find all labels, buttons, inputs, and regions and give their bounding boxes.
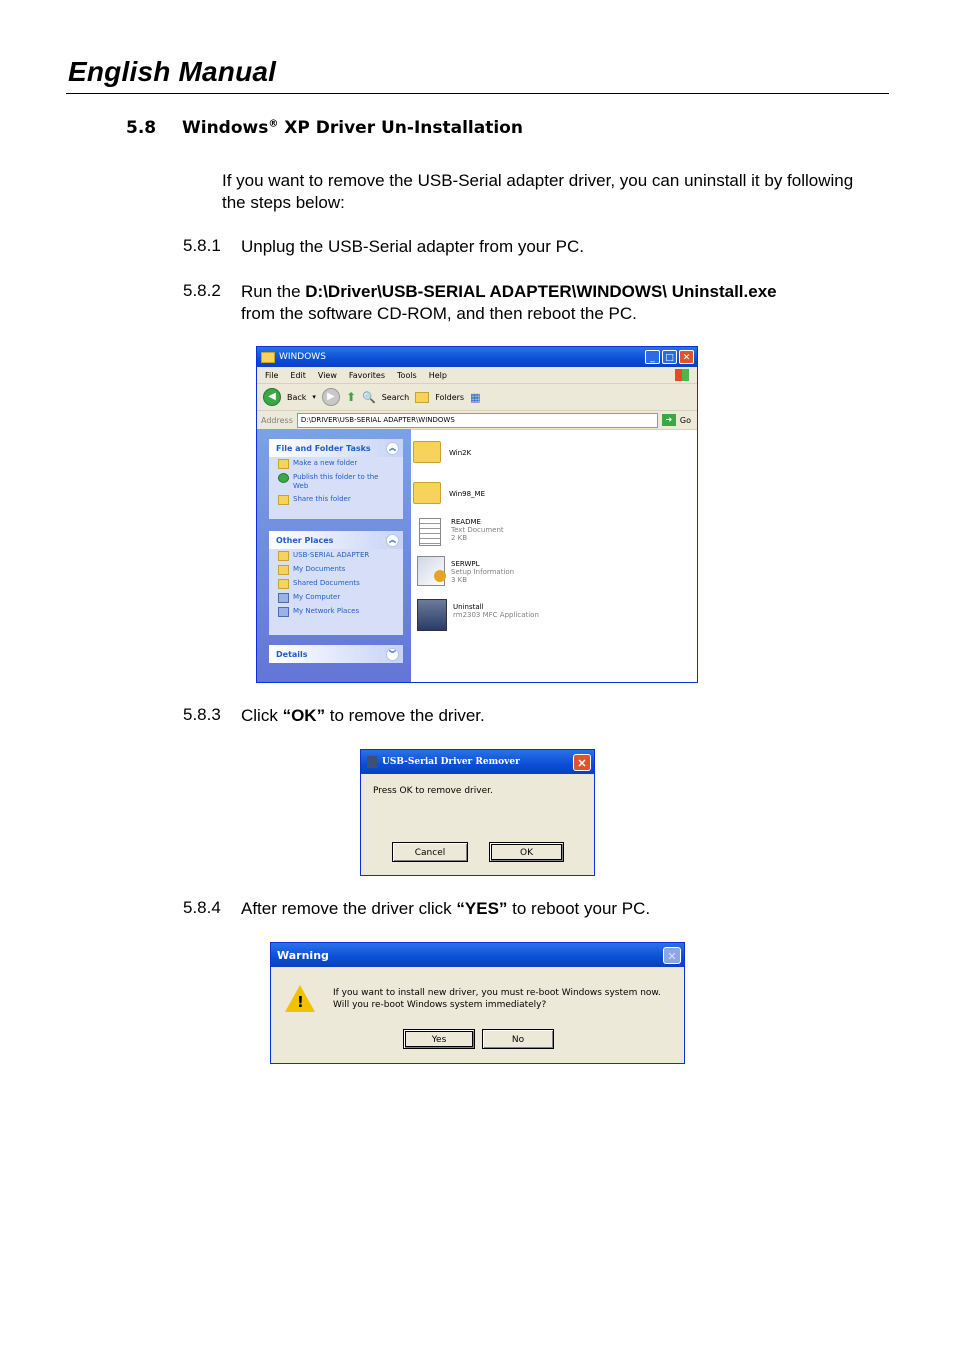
globe-icon: [278, 473, 289, 483]
step-text-bold: “YES”: [456, 899, 508, 918]
address-input[interactable]: [297, 413, 658, 428]
address-bar: [257, 411, 697, 430]
other-places-header[interactable]: [269, 531, 403, 549]
share-folder-icon: [278, 495, 289, 505]
file-folder-tasks-title: File and Folder Tasks: [276, 443, 371, 453]
file-item[interactable]: [419, 518, 504, 546]
file-name: SERWPL: [451, 560, 480, 568]
menu-help[interactable]: Help: [428, 370, 447, 380]
details-box: [269, 645, 403, 663]
folders-button[interactable]: Folders: [435, 392, 465, 402]
file-item[interactable]: [413, 441, 471, 463]
step-text-post: to reboot your PC.: [507, 899, 651, 918]
menu-file[interactable]: File: [265, 370, 279, 380]
file-name: Uninstall: [453, 603, 484, 611]
folder-icon: [278, 551, 289, 561]
folder-icon: [413, 441, 441, 463]
step-text-pre: After remove the driver click: [241, 899, 457, 918]
address-value: D:\DRIVER\USB-SERIAL ADAPTER\WINDOWS: [300, 416, 455, 424]
explorer-title: WINDOWS: [279, 352, 326, 362]
registered-mark: ®: [268, 118, 279, 130]
setup-info-icon: [417, 556, 445, 586]
page-header-title: English Manual: [68, 56, 277, 87]
task-label: Share this folder: [293, 495, 351, 503]
details-title: Details: [276, 649, 308, 659]
section-number: 5.8: [126, 118, 157, 138]
dialog-title: Warning: [277, 948, 329, 962]
place-item[interactable]: [269, 605, 403, 619]
shared-documents-icon: [278, 579, 289, 589]
step-number: 5.8.4: [183, 898, 221, 917]
file-size: 3 KB: [451, 576, 468, 584]
place-label: My Documents: [293, 565, 346, 573]
file-item[interactable]: [417, 599, 539, 631]
file-name: README: [451, 518, 481, 526]
section-heading: [126, 118, 523, 138]
place-label: Shared Documents: [293, 579, 360, 587]
driver-remover-dialog: [360, 749, 595, 876]
file-item[interactable]: [417, 556, 514, 586]
step-text-post: to remove the driver.: [325, 706, 485, 725]
application-icon: [417, 599, 447, 631]
dialog-titlebar: [361, 750, 594, 774]
close-button[interactable]: ✕: [663, 947, 681, 964]
step-number: 5.8.1: [183, 236, 221, 255]
place-label: My Network Places: [293, 607, 360, 615]
text-document-icon: [419, 518, 441, 546]
other-places-box: [269, 531, 403, 635]
up-folder-icon[interactable]: ⬆: [345, 390, 356, 404]
warning-dialog: [270, 942, 685, 1064]
dialog-message: Press OK to remove driver.: [373, 786, 493, 796]
yes-button[interactable]: Yes: [403, 1029, 475, 1049]
step-text: [241, 898, 650, 920]
step-text-pre: Run the: [241, 282, 306, 301]
task-item[interactable]: [269, 457, 403, 471]
search-button[interactable]: Search: [381, 392, 410, 402]
collapse-chevron-icon[interactable]: ︽: [386, 534, 399, 547]
explorer-window: [256, 346, 698, 683]
file-name: Win2K: [449, 449, 472, 457]
no-button[interactable]: No: [482, 1029, 554, 1049]
folders-icon[interactable]: [415, 392, 429, 403]
menu-tools[interactable]: Tools: [397, 370, 417, 380]
close-button[interactable]: ✕: [679, 350, 694, 364]
file-type: rm2303 MFC Application: [453, 611, 539, 619]
computer-icon: [278, 593, 289, 603]
back-button[interactable]: Back: [287, 392, 307, 402]
file-size: 2 KB: [451, 534, 468, 542]
menu-view[interactable]: View: [317, 370, 337, 380]
new-folder-icon: [278, 459, 289, 469]
step-number: 5.8.3: [183, 705, 221, 724]
dropdown-arrow-icon[interactable]: ▾: [312, 393, 316, 401]
task-item[interactable]: [269, 471, 403, 493]
maximize-button[interactable]: □: [662, 350, 677, 364]
place-item[interactable]: [269, 563, 403, 577]
step-text: [241, 281, 881, 325]
step-text-post: from the software CD-ROM, and then reboot the PC.: [241, 304, 637, 323]
place-label: USB-SERIAL ADAPTER: [293, 551, 370, 559]
step-number: 5.8.2: [183, 281, 221, 300]
intro-paragraph: If you want to remove the USB-Serial adapter driver, you can uninstall it by following the steps below:: [222, 171, 854, 212]
dialog-message: [333, 987, 678, 1011]
search-icon[interactable]: 🔍: [362, 390, 376, 404]
file-type: Text Document: [451, 526, 504, 534]
message-line: If you want to install new driver, you must re-boot Windows system now.: [333, 988, 661, 998]
address-label: Address: [261, 415, 293, 425]
dialog-titlebar: [271, 943, 684, 967]
forward-arrow-icon[interactable]: ▶: [322, 388, 340, 406]
close-button[interactable]: ✕: [573, 754, 591, 771]
task-pane: [257, 429, 411, 683]
application-icon: [367, 756, 377, 768]
dialog-title: USB-Serial Driver Remover: [382, 757, 520, 767]
expand-chevron-icon[interactable]: ︾: [386, 648, 399, 661]
step-text: [241, 705, 485, 727]
network-icon: [278, 607, 289, 617]
place-item[interactable]: [269, 577, 403, 591]
step-text: Unplug the USB-Serial adapter from your PC.: [241, 237, 584, 256]
windows-logo-icon: [675, 369, 689, 381]
explorer-titlebar: [257, 347, 697, 367]
place-item[interactable]: [269, 591, 403, 605]
other-places-title: Other Places: [276, 535, 334, 545]
folder-icon: [413, 482, 441, 504]
go-button[interactable]: Go: [679, 415, 691, 425]
my-documents-icon: [278, 565, 289, 575]
section-title-post: XP Driver Un-Installation: [278, 118, 523, 138]
toolbar: [257, 384, 697, 411]
file-folder-tasks-header[interactable]: [269, 439, 403, 457]
step-text-pre: Click: [241, 706, 283, 725]
details-header[interactable]: [269, 645, 403, 663]
go-arrow-icon[interactable]: ➜: [662, 414, 676, 426]
place-item[interactable]: [269, 549, 403, 563]
uninstall-path: D:\Driver\USB-SERIAL ADAPTER\WINDOWS\ Uninstall.exe: [305, 282, 777, 301]
menu-favorites[interactable]: Favorites: [348, 370, 386, 380]
back-arrow-icon[interactable]: ◀: [263, 388, 281, 406]
cancel-button[interactable]: Cancel: [392, 842, 468, 862]
collapse-chevron-icon[interactable]: ︽: [386, 442, 399, 455]
file-name: Win98_ME: [449, 490, 486, 498]
task-label: Publish this folder to the Web: [293, 473, 379, 490]
header-rule: [66, 93, 889, 94]
task-label: Make a new folder: [293, 459, 358, 467]
folder-icon: [261, 352, 275, 363]
ok-button[interactable]: OK: [489, 842, 564, 862]
views-icon[interactable]: ▦: [470, 390, 481, 404]
task-item[interactable]: [269, 493, 403, 507]
menu-bar: [257, 367, 697, 384]
exclamation-icon: !: [297, 993, 304, 1011]
minimize-button[interactable]: _: [645, 350, 660, 364]
step-text-bold: “OK”: [282, 706, 326, 725]
file-item[interactable]: [413, 482, 485, 504]
section-title-pre: Windows: [182, 118, 269, 138]
message-line: Will you re-boot Windows system immediately?: [333, 1000, 547, 1010]
menu-edit[interactable]: Edit: [290, 370, 306, 380]
file-folder-tasks-box: [269, 439, 403, 519]
place-label: My Computer: [293, 593, 341, 601]
file-type: Setup Information: [451, 568, 515, 576]
file-list: [413, 435, 697, 682]
